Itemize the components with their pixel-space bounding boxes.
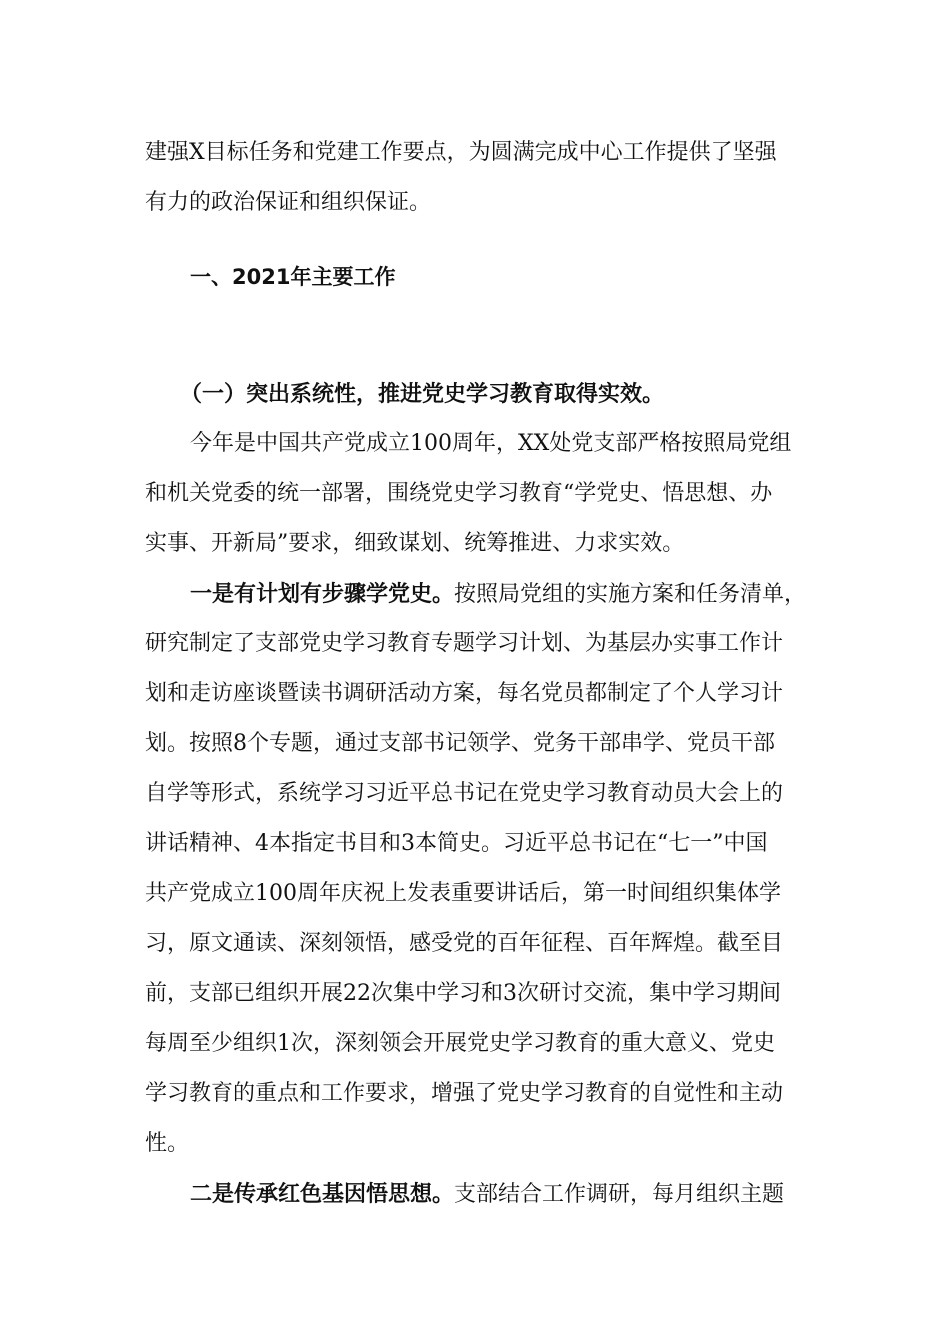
paragraph-line: 学习教育的重点和工作要求，增强了党史学习教育的自觉性和主动 [145, 1081, 784, 1106]
paragraph-line: 划和走访座谈暨读书调研活动方案，每名党员都制定了个人学习计 [145, 681, 784, 706]
paragraph-line: 每周至少组织1次，深刻领会开展党史学习教育的重大意义、党史 [145, 1031, 775, 1056]
paragraph-line: 研究制定了支部党史学习教育专题学习计划、为基层办实事工作计 [145, 631, 784, 656]
paragraph-line [190, 579, 855, 610]
paragraph-text: 按照局党组的实施方案和任务清单， [454, 582, 807, 607]
paragraph-text: 支部结合工作调研，每月组织主题 [454, 1182, 785, 1207]
body-line: 建强X目标任务和党建工作要点，为圆满完成中心工作提供了坚强 [145, 140, 777, 165]
paragraph-line: 和机关党委的统一部署，围绕党史学习教育“学党史、悟思想、办 [145, 481, 773, 506]
paragraph-lead: 二是传承红色基因悟思想。 [190, 1181, 455, 1207]
paragraph-line: 习，原文通读、深刻领悟，感受党的百年征程、百年辉煌。截至目 [145, 931, 784, 956]
paragraph-line: 今年是中国共产党成立100周年，XX处党支部严格按照局党组 [190, 431, 792, 456]
paragraph-lead: 一是有计划有步骤学党史。 [190, 581, 455, 607]
paragraph-line: 划。按照8个专题，通过支部书记领学、党务干部串学、党员干部 [145, 731, 775, 756]
body-line: 有力的政治保证和组织保证。 [145, 190, 432, 215]
paragraph-line: 实事、开新局”要求，细致谋划、统筹推进、力求实效。 [145, 531, 685, 556]
paragraph-line: 性。 [145, 1131, 190, 1156]
paragraph-line: 讲话精神、4本指定书目和3本简史。习近平总书记在“七一”中国 [145, 831, 768, 856]
paragraph-line [190, 1179, 855, 1210]
paragraph-line: 自学等形式，系统学习习近平总书记在党史学习教育动员大会上的 [145, 781, 784, 806]
subheading: （一）突出系统性，推进党史学习教育取得实效。 [180, 381, 665, 407]
paragraph-line: 共产党成立100周年庆祝上发表重要讲话后，第一时间组织集体学 [145, 881, 781, 906]
paragraph-line: 前，支部已组织开展22次集中学习和3次研讨交流，集中学习期间 [145, 981, 781, 1006]
section-heading: 一、2021年主要工作 [190, 265, 396, 289]
